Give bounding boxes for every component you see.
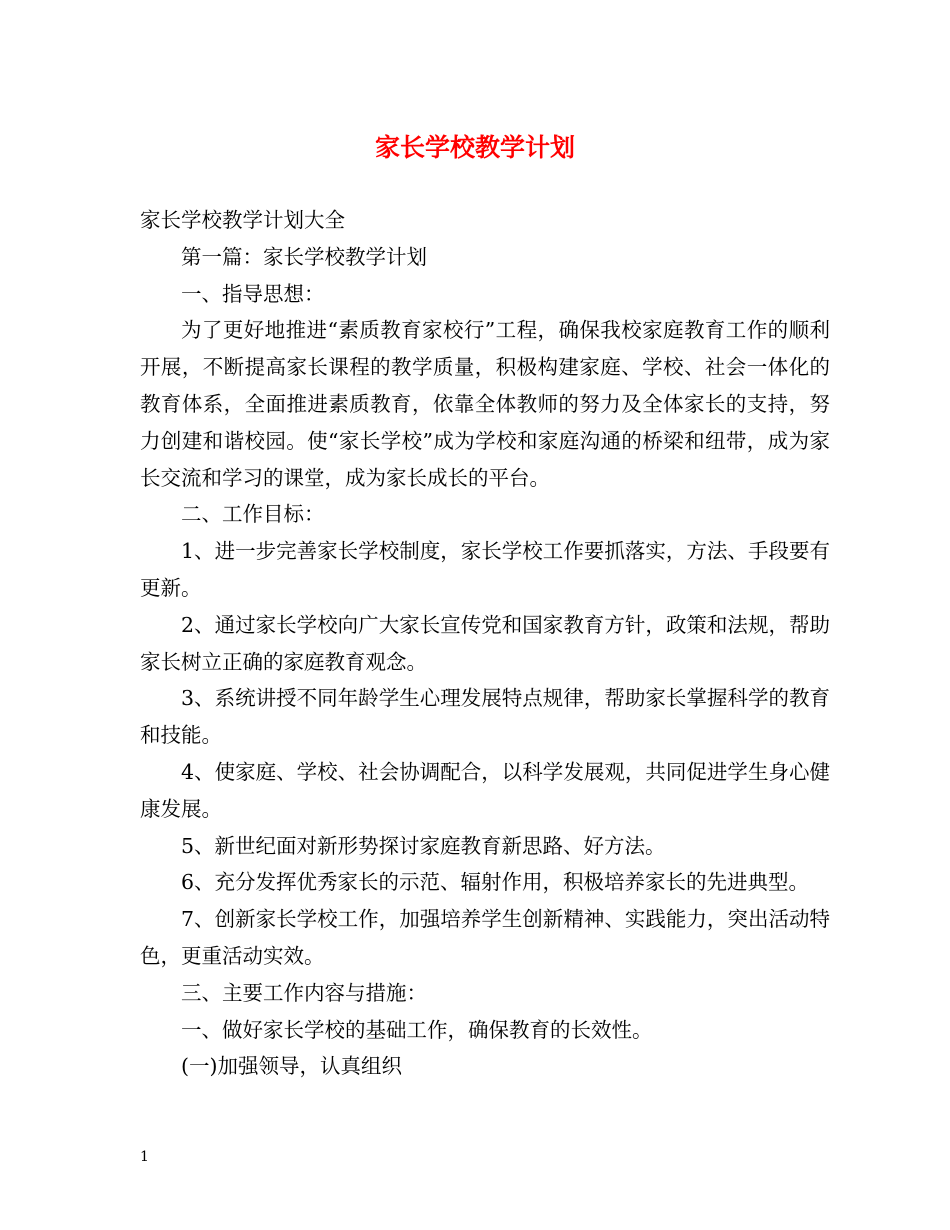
paragraph-section-heading: 三、主要工作内容与措施：	[181, 980, 427, 1005]
paragraph-list-item: 4、使家庭、学校、社会协调配合，以科学发展观，共同促进学生身心健康发展。	[140, 759, 830, 821]
paragraph: 为了更好地推进“素质教育家校行”工程，确保我校家庭教育工作的顺利开展，不断提高家长课程的教学质量，积极构建家庭、学校、社会一体化的教育体系，全面推进素质教育，依靠全体教师的努力及全体家长的支持，努力创建和谐校园。使“家长学校”成为学校和家庭沟通的桥梁和纽带，成为家长交流和学习的课堂，成为家长成长的平台。	[140, 318, 830, 490]
paragraph-list-item: 3、系统讲授不同年龄学生心理发展特点规律，帮助家长掌握科学的教育和技能。	[140, 686, 830, 748]
paragraph-section-heading: 一、指导思想：	[181, 281, 325, 306]
paragraph-list-item: 2、通过家长学校向广大家长宣传党和国家教育方针，政策和法规，帮助家长树立正确的家庭教育观念。	[140, 612, 830, 674]
paragraph-subtitle: 家长学校教学计划大全	[140, 208, 345, 232]
paragraph-list-item: 1、进一步完善家长学校制度，家长学校工作要抓落实，方法、手段要有更新。	[140, 539, 830, 600]
paragraph-list-item: 7、创新家长学校工作，加强培养学生创新精神、实践能力，突出活动特色，更重活动实效。	[140, 907, 830, 968]
paragraph-list-item: 5、新世纪面对新形势探讨家庭教育新思路、好方法。	[181, 833, 666, 858]
paragraph-subsection-heading: (一)加强领导，认真组织	[181, 1054, 402, 1079]
paragraph-chapter-heading: 第一篇：家长学校教学计划	[181, 244, 427, 269]
page-number: 1	[140, 1149, 149, 1165]
document-title: 家长学校教学计划	[374, 133, 575, 162]
paragraph-subsection-heading: 一、做好家长学校的基础工作，确保教育的长效性。	[181, 1017, 653, 1042]
paragraph-section-heading: 二、工作目标：	[181, 502, 325, 527]
paragraph-list-item: 6、充分发挥优秀家长的示范、辐射作用，积极培养家长的先进典型。	[181, 870, 810, 895]
document-body	[140, 202, 830, 1085]
